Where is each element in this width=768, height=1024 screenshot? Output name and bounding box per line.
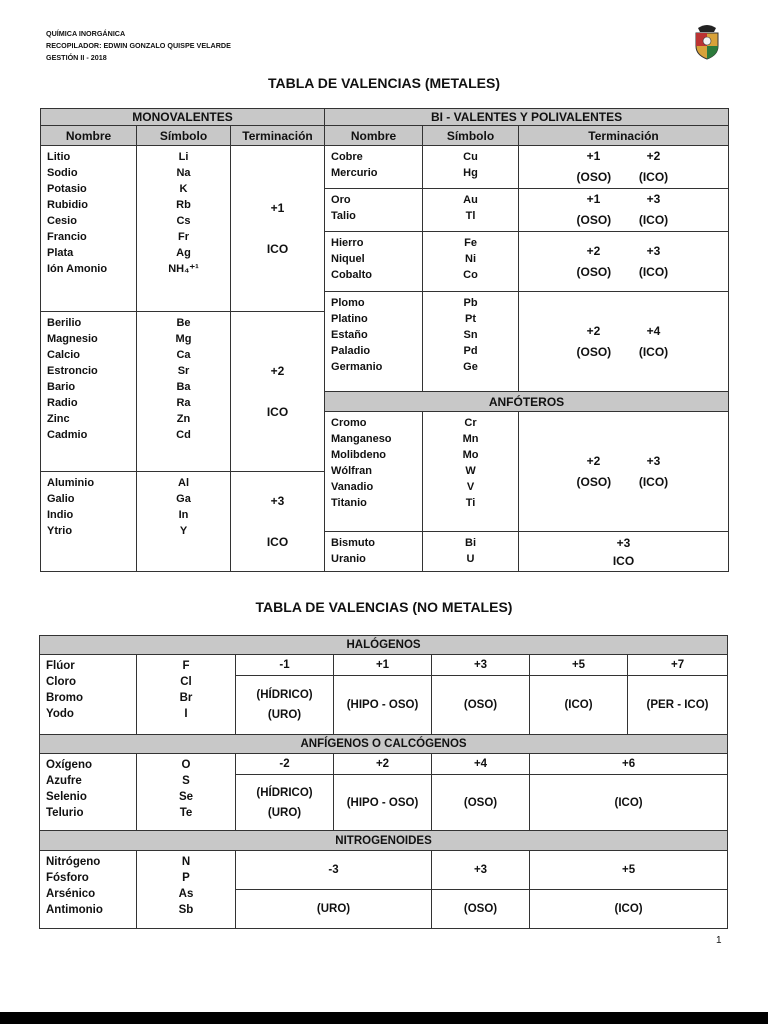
bi-names-group-2: Oro Talio [325,189,423,232]
ending-cell: (HIPO - OSO) [334,775,432,831]
document-header [46,28,231,64]
ending-cell: (URO) [236,890,432,929]
bi-symbols-group-4: Pb Pt Sn Pd Ge [423,292,519,392]
bi-names-group-3: Hierro Niquel Cobalto [325,232,423,292]
anfoteros-header: ANFÓTEROS [325,392,729,412]
ending-cell: (HIPO - OSO) [334,676,432,735]
col-header-simbolo: Símbolo [137,126,231,146]
university-crest-icon [690,22,724,60]
valence-cell: +2 [334,754,432,775]
ending-cell: (PER - ICO) [628,676,728,735]
page-number: 1 [716,935,722,946]
bi-ending-group-1: +1 +2 (OSO) (ICO) [519,146,729,189]
compiler-line: RECOPILADOR: EDWIN GONZALO QUISPE VELARDE [46,41,231,50]
metals-title: TABLA DE VALENCIAS (METALES) [267,75,501,91]
anfigenos-symbols: O S Se Te [137,754,236,831]
mono-symbols-group-2: Be Mg Ca Sr Ba Ra Zn Cd [137,312,231,472]
monovalentes-header: MONOVALENTES [41,109,325,126]
ending-cell: (OSO) [432,890,530,929]
col-header-terminacion: Terminación [519,126,729,146]
valence-cell: +4 [432,754,530,775]
bi-names-group-4: Plomo Platino Estaño Paladio Germanio [325,292,423,392]
valence-cell: +3 [432,851,530,890]
last-names: Bismuto Uranio [325,532,423,572]
nitrogenoides-symbols: N P As Sb [137,851,236,929]
ending-cell: (ICO) [530,775,728,831]
valence-cell: +6 [530,754,728,775]
last-symbols: Bi U [423,532,519,572]
valence-cell: +1 [334,655,432,676]
bi-symbols-group-2: Au Tl [423,189,519,232]
ending-cell: (HÍDRICO) (URO) [236,676,334,735]
bottom-bar [0,1012,768,1024]
bi-symbols-group-1: Cu Hg [423,146,519,189]
valence-cell: +3 [432,655,530,676]
anfoteros-names: Cromo Manganeso Molibdeno Wólfran Vanadio Titanio [325,412,423,532]
col-header-nombre: Nombre [325,126,423,146]
nitrogenoides-header: NITROGENOIDES [40,831,728,851]
valence-cell: -3 [236,851,432,890]
mono-ending-group-1: +1 ICO [231,146,325,312]
anfoteros-ending: +2 +3 (OSO) (ICO) [519,412,729,532]
bi-ending-group-3: +2 +3 (OSO) (ICO) [519,232,729,292]
mono-ending-group-2: +2 ICO [231,312,325,472]
last-ending: +3 ICO [519,532,729,572]
mono-ending-group-3: +3 ICO [231,472,325,572]
col-header-simbolo: Símbolo [423,126,519,146]
halogenos-symbols: F Cl Br I [137,655,236,735]
halogenos-names: Flúor Cloro Bromo Yodo [40,655,137,735]
col-header-nombre: Nombre [41,126,137,146]
course-title: QUÍMICA INORGÁNICA [46,29,126,38]
mono-names-group-2: Berilio Magnesio Calcio Estroncio Bario Radio Zinc Cadmio [41,312,137,472]
ending-cell: (ICO) [530,890,728,929]
ending-cell: (ICO) [530,676,628,735]
term-line: GESTIÓN II - 2018 [46,53,107,62]
bi-symbols-group-3: Fe Ni Co [423,232,519,292]
ending-cell: (HÍDRICO) (URO) [236,775,334,831]
bi-ending-group-4: +2 +4 (OSO) (ICO) [519,292,729,392]
col-header-terminacion: Terminación [231,126,325,146]
nitrogenoides-names: Nitrógeno Fósforo Arsénico Antimonio [40,851,137,929]
anfoteros-symbols: Cr Mn Mo W V Ti [423,412,519,532]
mono-names-group-1: Litio Sodio Potasio Rubidio Cesio Francio Plata Ión Amonio [41,146,137,312]
anfigenos-header: ANFÍGENOS O CALCÓGENOS [40,735,728,754]
valence-cell: -2 [236,754,334,775]
ending-cell: (OSO) [432,676,530,735]
mono-symbols-group-3: Al Ga In Y [137,472,231,572]
valence-cell: +7 [628,655,728,676]
nonmetals-title: TABLA DE VALENCIAS (NO METALES) [255,599,513,615]
metals-table [40,108,729,572]
mono-names-group-3: Aluminio Galio Indio Ytrio [41,472,137,572]
bi-names-group-1: Cobre Mercurio [325,146,423,189]
mono-symbols-group-1: Li Na K Rb Cs Fr Ag NH₄⁺¹ [137,146,231,312]
bi-ending-group-2: +1 +3 (OSO) (ICO) [519,189,729,232]
nonmetals-table [39,635,728,929]
halogenos-header: HALÓGENOS [40,636,728,655]
valence-cell: +5 [530,851,728,890]
ending-cell: (OSO) [432,775,530,831]
anfigenos-names: Oxígeno Azufre Selenio Telurio [40,754,137,831]
valence-cell: +5 [530,655,628,676]
valence-cell: -1 [236,655,334,676]
bivalentes-header: BI - VALENTES Y POLIVALENTES [325,109,729,126]
